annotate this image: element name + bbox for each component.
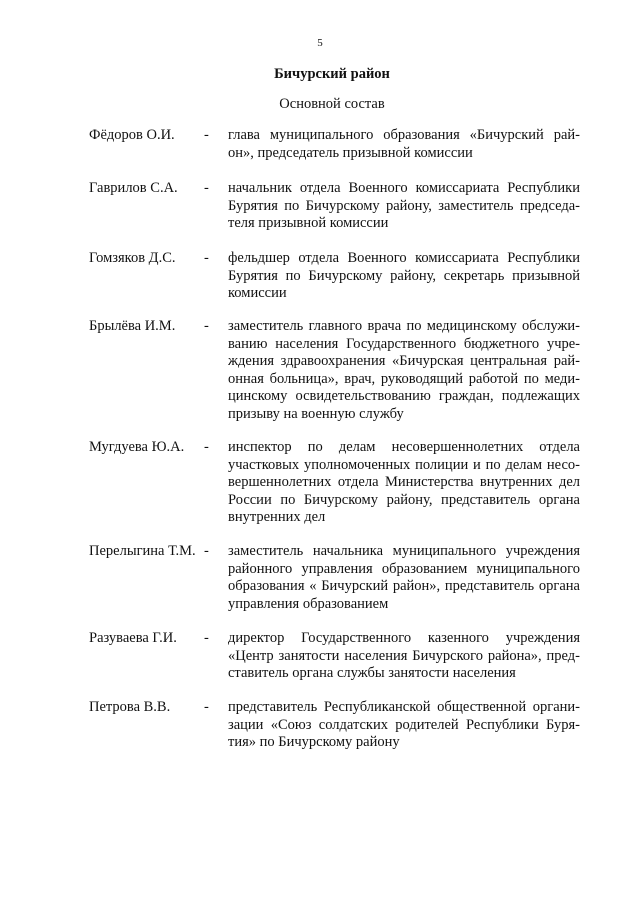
role-line: глава муниципального образования «Бичурский рай- [228, 127, 580, 143]
member-name: Петрова В.В. [89, 699, 171, 715]
role-line: Бурятия по Бичурскому району, заместитель председа- [228, 197, 580, 214]
role-line: заместитель начальника муниципального учреждения [228, 543, 580, 559]
member-role [228, 180, 580, 233]
role-line: он», председатель призывной комиссии [228, 144, 473, 161]
member-name: Гаврилов С.А. [89, 180, 178, 196]
member-dash: - [204, 543, 209, 559]
member-dash: - [204, 180, 209, 196]
member-dash: - [204, 439, 209, 455]
role-line: заместитель главного врача по медицинскому обслужи- [228, 318, 580, 334]
member-name: Гомзяков Д.С. [89, 250, 176, 266]
member-name: Фёдоров О.И. [89, 127, 175, 143]
role-line: внутренних дел [228, 509, 326, 525]
role-line: представитель Республиканской общественной органи- [228, 699, 580, 715]
role-line: России по Бичурскому району, представитель органа [228, 491, 580, 508]
member-role [228, 250, 580, 303]
member-name: Мугдуева Ю.А. [89, 439, 185, 455]
role-line: фельдшер отдела Военного комиссариата Республики [228, 250, 580, 266]
role-line: инспектор по делам несовершеннолетних отдела [228, 439, 580, 455]
page-number: 5 [317, 37, 323, 49]
role-line: ждения здравоохранения «Бичурская центральная рай- [228, 353, 580, 369]
role-line: «Центр занятости населения Бичурского района», пред- [228, 647, 580, 664]
role-line: управления образованием [228, 595, 389, 612]
composition-title: Основной состав [279, 96, 385, 112]
role-line: зации «Союз солдатских родителей Республики Буря- [228, 716, 580, 733]
role-line: цинскому освидетельствованию граждан, подлежащих [228, 388, 580, 404]
role-line: начальник отдела Военного комиссариата Республики [228, 180, 580, 196]
role-line: Бурятия по Бичурскому району, секретарь призывной [228, 267, 580, 284]
member-name: Брылёва И.М. [89, 318, 176, 334]
role-line: призыву на военную службу [228, 405, 404, 422]
member-dash: - [204, 699, 209, 715]
member-role [228, 630, 580, 683]
role-line: комиссии [228, 285, 287, 301]
member-role [228, 543, 580, 613]
member-dash: - [204, 250, 209, 266]
member-dash: - [204, 630, 209, 646]
role-line: образования « Бичурский район», представитель органа [228, 578, 580, 594]
member-name: Перелыгина Т.М. [89, 543, 196, 559]
role-line: ванию населения Государственного бюджетного учре- [228, 335, 580, 352]
role-line: тия» по Бичурскому району [228, 734, 400, 750]
member-role [228, 699, 580, 752]
role-line: теля призывной комиссии [228, 215, 389, 231]
role-line: участковых уполномоченных полиции и по делам несо- [228, 456, 580, 473]
role-line: онная больница», врач, руководящий работой по меди- [228, 370, 580, 387]
member-role [228, 318, 580, 423]
member-role [228, 127, 580, 162]
member-name: Разуваева Г.И. [89, 630, 177, 646]
member-role [228, 439, 580, 527]
member-dash: - [204, 318, 209, 334]
member-dash: - [204, 127, 209, 143]
role-line: районного управления образованием муниципального [228, 560, 580, 577]
role-line: вершеннолетних отдела Министерства внутренних дел [228, 474, 580, 490]
district-title: Бичурский район [274, 66, 390, 82]
role-line: ставитель органа службы занятости населения [228, 665, 516, 681]
role-line: директор Государственного казенного учреждения [228, 630, 580, 646]
